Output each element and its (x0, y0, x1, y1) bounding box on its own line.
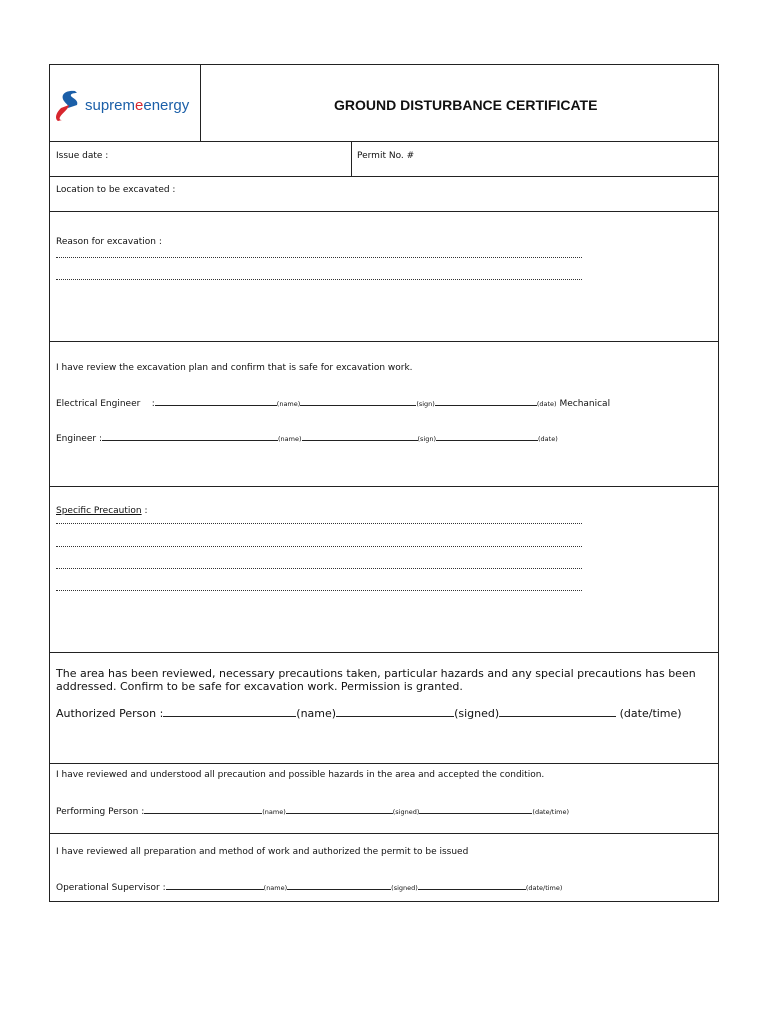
name-caption: (name) (263, 884, 288, 892)
operational-supervisor-label: Operational Supervisor : (56, 883, 166, 893)
reason-dotted-line (56, 279, 582, 280)
issue-row (50, 142, 718, 177)
precaution-dotted-line (56, 523, 582, 524)
performing-person-line (56, 804, 569, 817)
certificate-form (49, 64, 719, 902)
performing-person-label: Performing Person : (56, 807, 145, 817)
engineer-line (56, 431, 558, 444)
precaution-dotted-line (56, 590, 582, 591)
signed-caption: (signed) (391, 884, 418, 892)
precaution-row (50, 487, 718, 653)
location-row (50, 177, 718, 212)
signed-caption: (signed) (392, 808, 420, 816)
operational-statement: I have reviewed all preparation and method of work and authorized the permit to be issued (56, 847, 469, 857)
authorized-person-label: Authorized Person : (56, 707, 164, 720)
datetime-caption: (date/time) (616, 707, 682, 720)
engineers-statement: I have review the excavation plan and confirm that is safe for excavation work. (56, 363, 413, 373)
issue-divider (351, 142, 352, 176)
electrical-engineer-label: Electrical Engineer : (56, 399, 155, 409)
authorized-row (50, 653, 718, 764)
signed-caption: (signed) (454, 707, 500, 720)
name-caption: (name) (296, 707, 337, 720)
authorized-statement: The area has been reviewed, necessary precautions taken, particular hazards and any special precautions has been addressed. Confirm to be safe for excavation work. Permission is granted. (56, 667, 696, 693)
header-divider (200, 65, 201, 141)
date-caption: (date) (536, 400, 557, 408)
date-caption: (date) (538, 435, 558, 443)
name-caption: (name) (262, 808, 286, 816)
issue-date-label: Issue date : (56, 151, 109, 161)
reason-label: Reason for excavation : (56, 237, 162, 247)
engineer-label: Engineer : (56, 434, 102, 444)
reason-row (50, 212, 718, 342)
datetime-caption: (date/time) (525, 884, 563, 892)
header-row (50, 65, 718, 142)
page-title: GROUND DISTURBANCE CERTIFICATE (334, 97, 598, 113)
engineers-row (50, 342, 718, 487)
datetime-caption: (date/time) (532, 808, 570, 816)
authorized-person-line (56, 705, 682, 720)
name-caption: (name) (276, 400, 301, 408)
location-label: Location to be excavated : (56, 185, 176, 195)
logo-swoosh-icon (55, 88, 81, 122)
reason-dotted-line (56, 257, 582, 258)
mechanical-label: Mechanical (559, 399, 611, 409)
operational-supervisor-line (56, 880, 562, 893)
electrical-engineer-line (56, 396, 610, 409)
logo-text: supremeenergy (85, 97, 190, 114)
operational-row (50, 834, 718, 901)
precaution-label: Specific Precaution : (56, 506, 148, 516)
sign-caption: (sign) (417, 435, 437, 443)
performing-row (50, 764, 718, 834)
permit-number-label: Permit No. # (357, 151, 415, 161)
performing-statement: I have reviewed and understood all precaution and possible hazards in the area and accepted the condition. (56, 770, 545, 780)
name-caption: (name) (277, 435, 302, 443)
sign-caption: (sign) (416, 400, 435, 408)
precaution-dotted-line (56, 568, 582, 569)
precaution-dotted-line (56, 546, 582, 547)
